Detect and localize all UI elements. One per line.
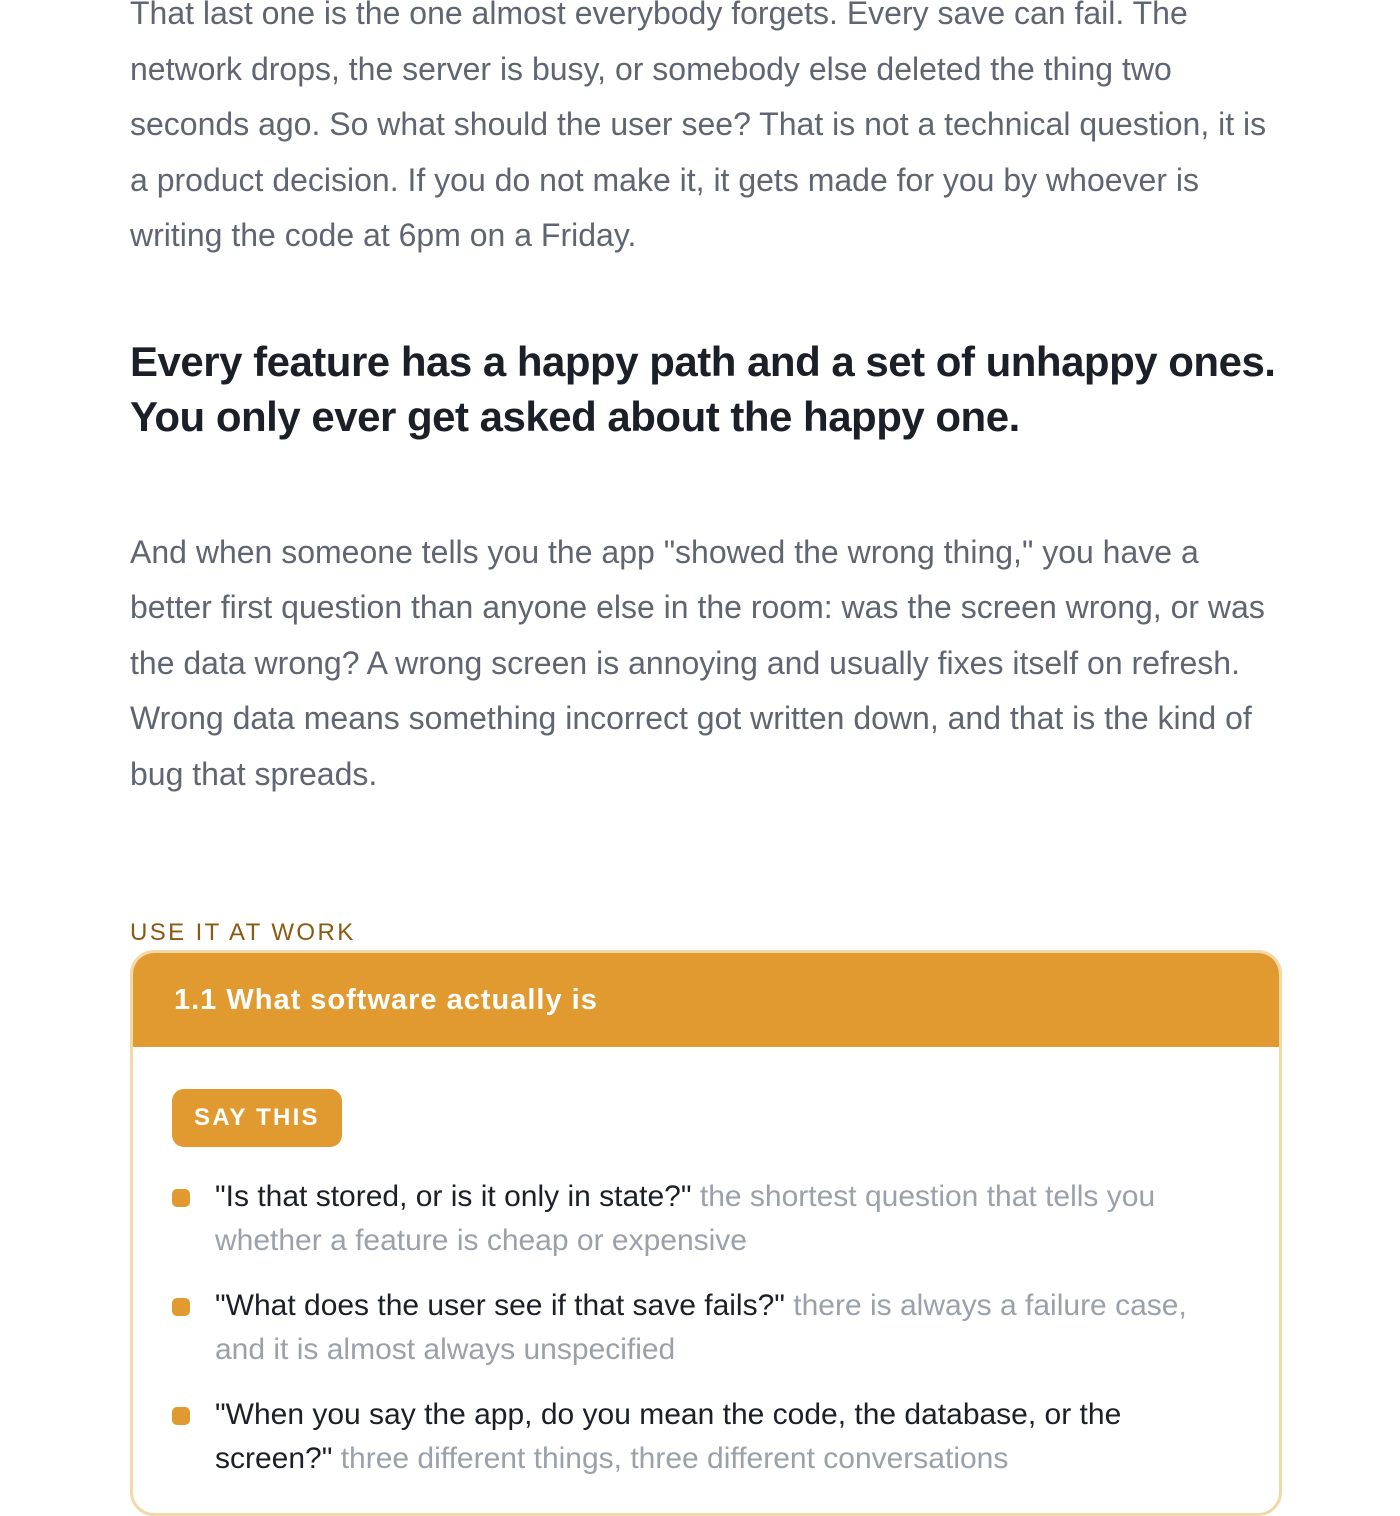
list-item	[172, 1175, 1212, 1263]
say-this-list	[172, 1175, 1212, 1502]
paragraph-save-failure: That last one is the one almost everybody forgets. Every save can fail. The network drops, the server is busy, or somebody else deleted the thing two seconds ago. So what should the user see? That is not a technical question, it is a product decision. If you do not make it, it gets made for you by whoever is writing the code at 6pm on a Friday.	[130, 0, 1267, 253]
say-quote: "What does the user see if that save fails?"	[215, 1289, 794, 1322]
say-note: the shortest question that tells you whether a feature is cheap or expensive	[215, 1180, 1156, 1257]
list-item	[172, 1284, 1212, 1372]
list-item	[172, 1393, 1212, 1481]
say-note: there is always a failure case, and it is almost always unspecified	[215, 1289, 1187, 1366]
say-note: three different things, three different conversations	[340, 1442, 1009, 1475]
bullet-icon	[172, 1298, 190, 1316]
article-body	[130, 0, 1280, 948]
card-title: 1.1 What software actually is	[133, 953, 1279, 1047]
use-it-at-work-card	[130, 950, 1282, 1516]
say-quote: "When you say the app, do you mean the code, the database, or the screen?"	[215, 1398, 1122, 1475]
bullet-icon	[172, 1407, 190, 1425]
bullet-icon	[172, 1189, 190, 1207]
paragraph-wrong-thing: And when someone tells you the app "showed the wrong thing," you have a better first question than anyone else in the room: was the screen wrong, or was the data wrong? A wrong screen is annoying and usually fixes itself on refresh. Wrong data means something incorrect got written down, and that is the kind of bug that spreads.	[130, 533, 1265, 792]
pull-quote: Every feature has a happy path and a set of unhappy ones. You only ever get asked about the happy one.	[130, 337, 1276, 440]
say-this-badge: SAY THIS	[172, 1089, 342, 1147]
say-quote: "Is that stored, or is it only in state?"	[215, 1180, 700, 1213]
section-label: USE IT AT WORK	[130, 919, 356, 946]
